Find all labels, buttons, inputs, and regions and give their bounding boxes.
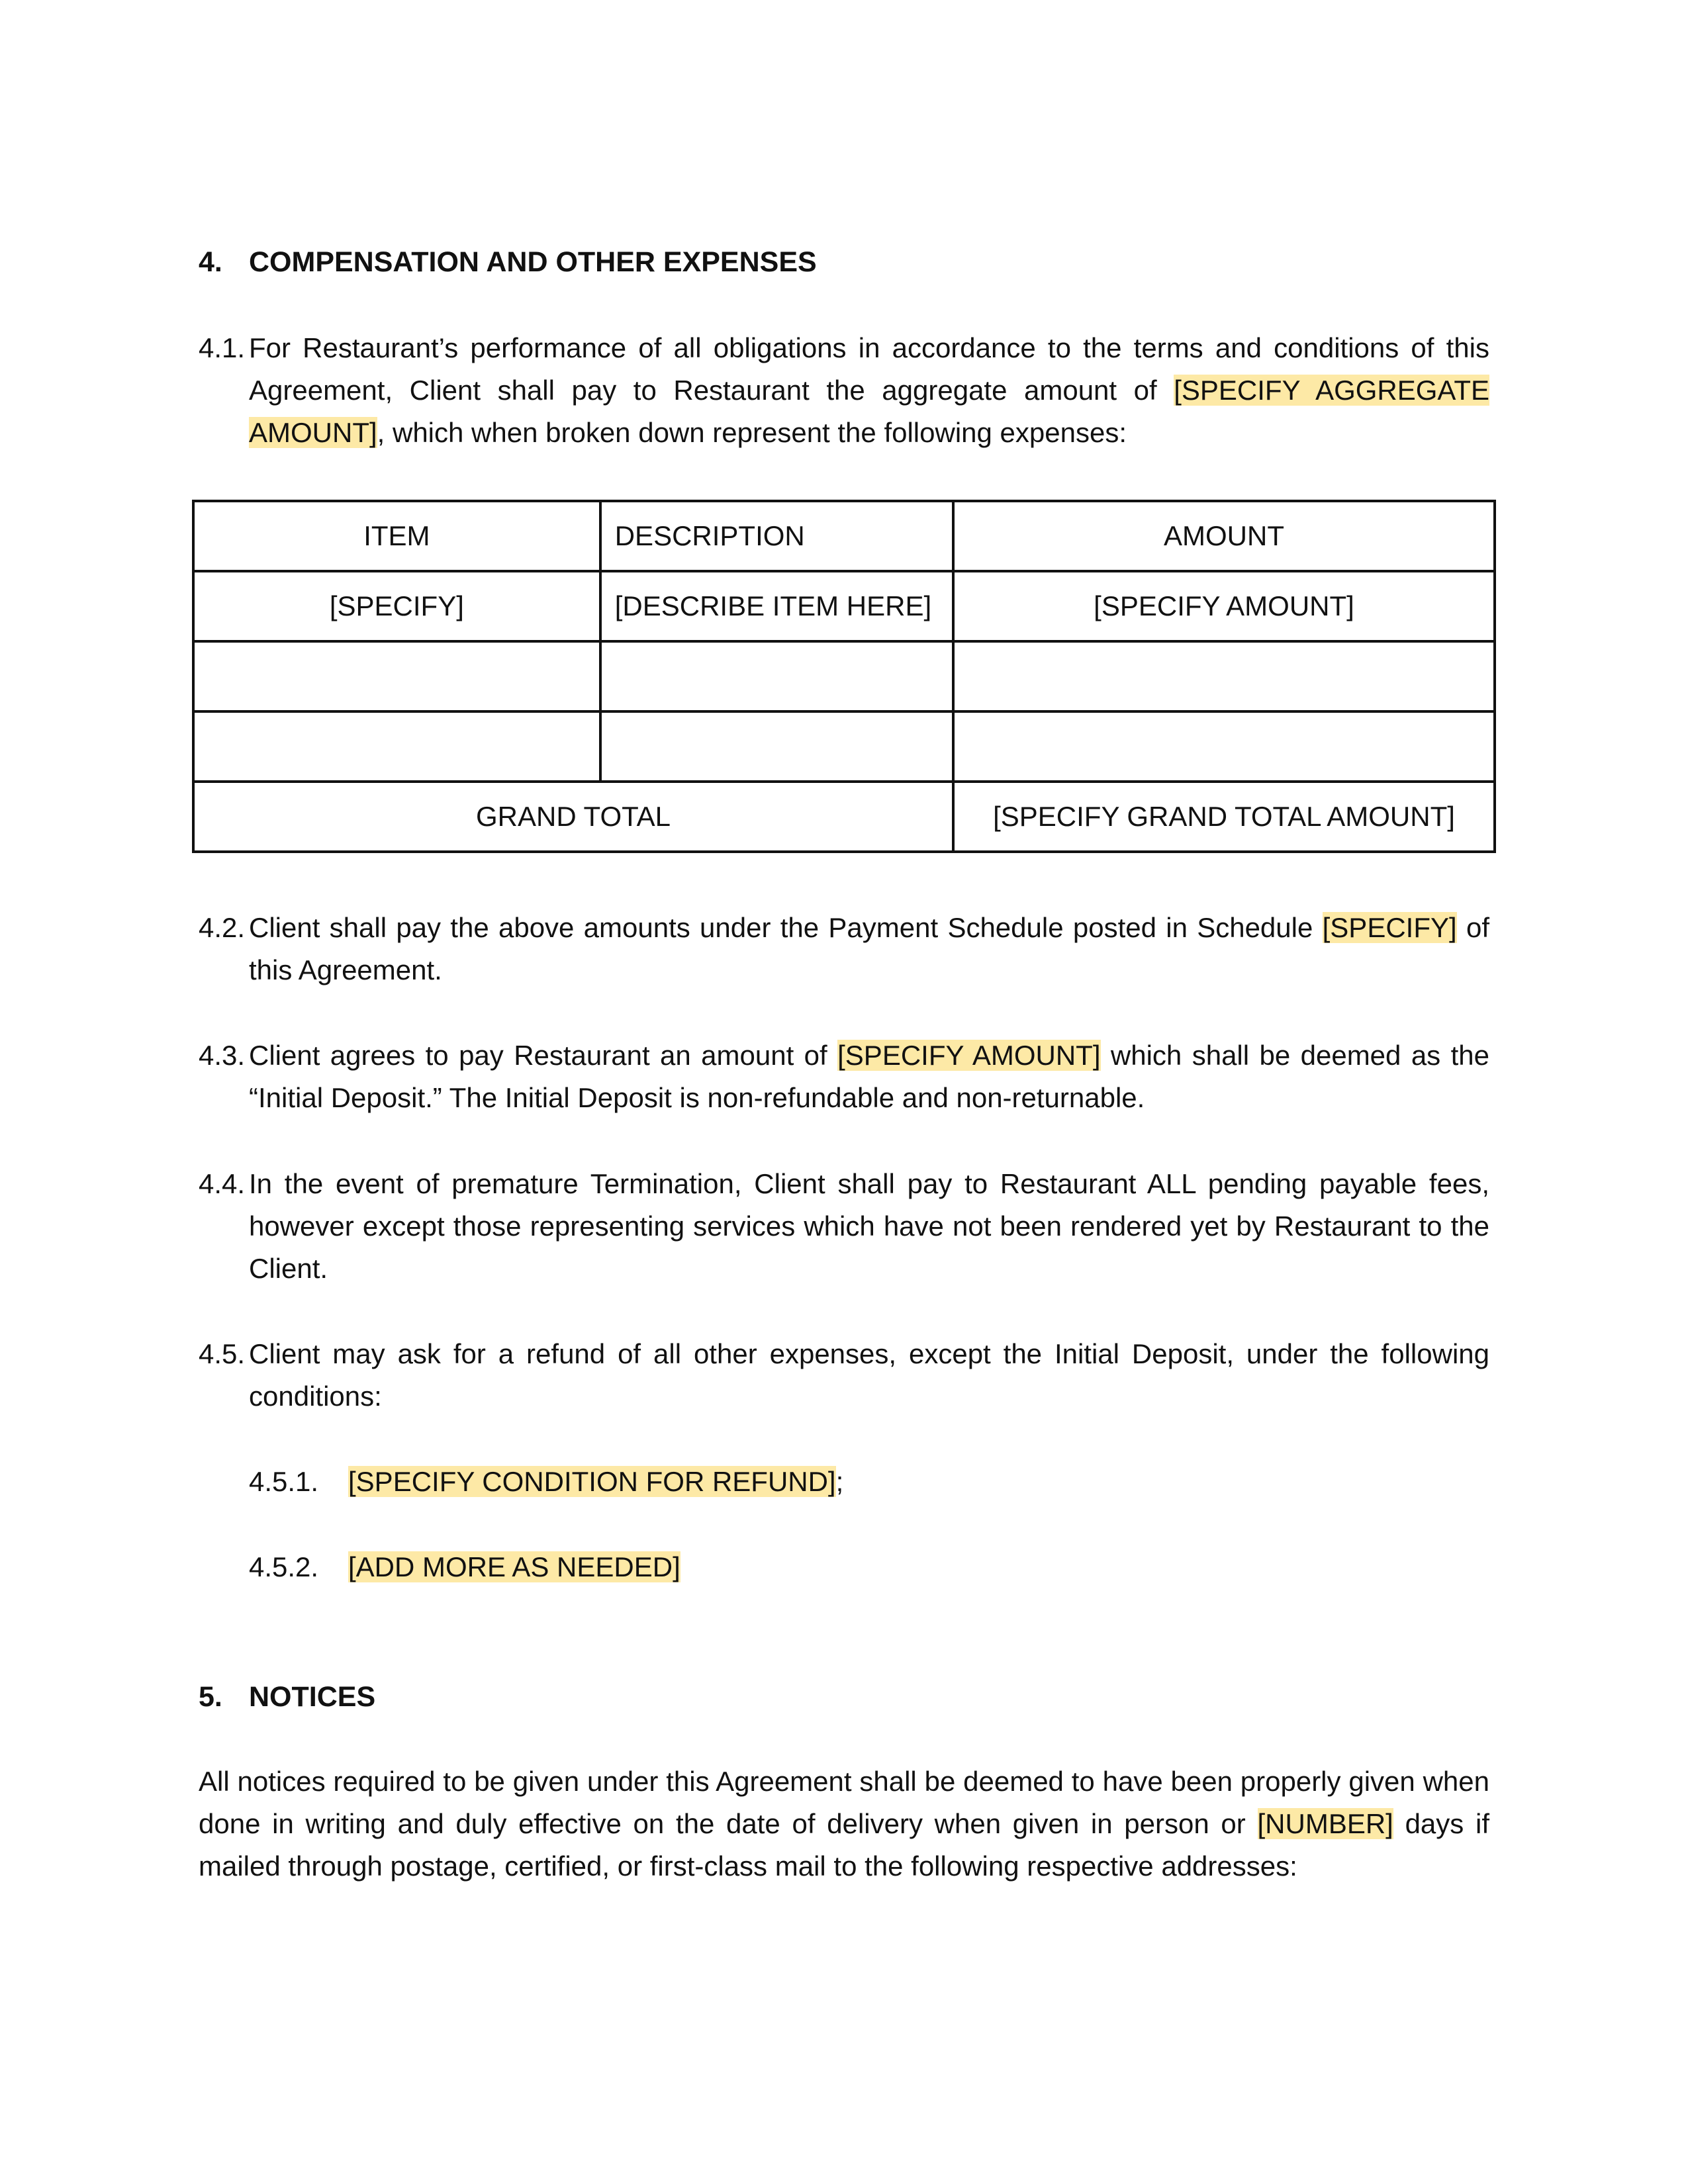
- section-4-number: 4.: [199, 246, 222, 278]
- table-grand-total-row: [193, 782, 1495, 852]
- section-5-body: [199, 1760, 1489, 1888]
- placeholder-number-days: [NUMBER]: [1257, 1808, 1393, 1839]
- section-5-text-a: All notices required to be given under this Agreement shall be deemed to have been properly given when done in writing and duly effective on the date of delivery when given in person or: [199, 1766, 1489, 1839]
- clause-4-1-text-b: , which when broken down represent the following expenses:: [377, 417, 1127, 448]
- clause-4-3: [199, 1034, 1489, 1119]
- clause-4-5-1: [249, 1461, 843, 1503]
- placeholder-add-more: [ADD MORE AS NEEDED]: [348, 1551, 680, 1582]
- grand-total-label: GRAND TOTAL: [193, 782, 953, 852]
- clause-4-1-text: [249, 327, 1489, 454]
- expenses-table: [192, 500, 1496, 853]
- grand-total-value: [SPECIFY GRAND TOTAL AMOUNT]: [953, 782, 1495, 852]
- clause-4-3-number: 4.3.: [199, 1040, 246, 1071]
- table-cell-amount: [SPECIFY AMOUNT]: [953, 571, 1495, 641]
- clause-4-3-text: [249, 1034, 1489, 1119]
- clause-4-1-text-a: For Restaurant’s performance of all obligations in accordance to the terms and conditions of this Agreement, Client shall pay to Restaurant the aggregate amount of: [249, 332, 1489, 406]
- clause-4-5-1-number: 4.5.1.: [249, 1466, 319, 1497]
- section-4-title: COMPENSATION AND OTHER EXPENSES: [249, 246, 817, 278]
- clause-4-5-2: [249, 1546, 680, 1588]
- table-row: [193, 571, 1495, 641]
- section-5-number: 5.: [199, 1681, 222, 1713]
- clause-4-4-number: 4.4.: [199, 1168, 246, 1199]
- table-cell-empty: [193, 711, 600, 782]
- clause-4-5: [199, 1333, 1489, 1418]
- table-header-row: [193, 501, 1495, 571]
- table-cell-empty: [600, 711, 953, 782]
- table-header-amount: AMOUNT: [953, 501, 1495, 571]
- clause-4-3-text-a: Client agrees to pay Restaurant an amount of: [249, 1040, 838, 1071]
- table-cell-item: [SPECIFY]: [193, 571, 600, 641]
- clause-4-2-text: [249, 907, 1489, 991]
- placeholder-aggregate-amount: [SPECIFY AGGREGATE AMOUNT]: [249, 375, 1490, 448]
- table-cell-empty: [953, 641, 1495, 711]
- clause-4-1: [199, 327, 1489, 454]
- clause-4-2: [199, 907, 1489, 991]
- section-5-text-b: days if mailed through postage, certified, or first-class mail to the following respective addresses:: [199, 1808, 1489, 1882]
- section-4-heading: [199, 241, 1489, 283]
- clause-4-3-text-b: which shall be deemed as the “Initial Deposit.” The Initial Deposit is non-refundable and non-returnable.: [249, 1040, 1489, 1113]
- clause-4-5-2-number: 4.5.2.: [249, 1551, 319, 1582]
- table-row-empty: [193, 711, 1495, 782]
- section-5-heading: [199, 1676, 1489, 1718]
- table-cell-empty: [600, 641, 953, 711]
- table-cell-description: [DESCRIBE ITEM HERE]: [600, 571, 953, 641]
- placeholder-deposit-amount: [SPECIFY AMOUNT]: [837, 1040, 1101, 1071]
- clause-4-2-text-b: of this Agreement.: [249, 912, 1489, 985]
- placeholder-refund-condition: [SPECIFY CONDITION FOR REFUND]: [348, 1466, 836, 1497]
- table-header-item: ITEM: [193, 501, 600, 571]
- clause-4-2-text-a: Client shall pay the above amounts under the Payment Schedule posted in Schedule: [249, 912, 1323, 943]
- table-row-empty: [193, 641, 1495, 711]
- clause-4-5-number: 4.5.: [199, 1338, 246, 1369]
- clause-4-4-text: In the event of premature Termination, Client shall pay to Restaurant ALL pending payable fees, however except those representing services which have not been rendered yet by Restaurant to the Client.: [249, 1168, 1489, 1284]
- placeholder-schedule: [SPECIFY]: [1322, 912, 1457, 943]
- clause-4-5-1-suffix: ;: [835, 1466, 844, 1497]
- clause-4-2-number: 4.2.: [199, 912, 246, 943]
- table-cell-empty: [953, 711, 1495, 782]
- table-cell-empty: [193, 641, 600, 711]
- clause-4-1-number: 4.1.: [199, 332, 246, 363]
- clause-4-5-text: Client may ask for a refund of all other expenses, except the Initial Deposit, under the following conditions:: [249, 1338, 1489, 1412]
- section-5-title: NOTICES: [249, 1681, 376, 1713]
- clause-4-4: [199, 1163, 1489, 1290]
- table-header-description: DESCRIPTION: [600, 501, 953, 571]
